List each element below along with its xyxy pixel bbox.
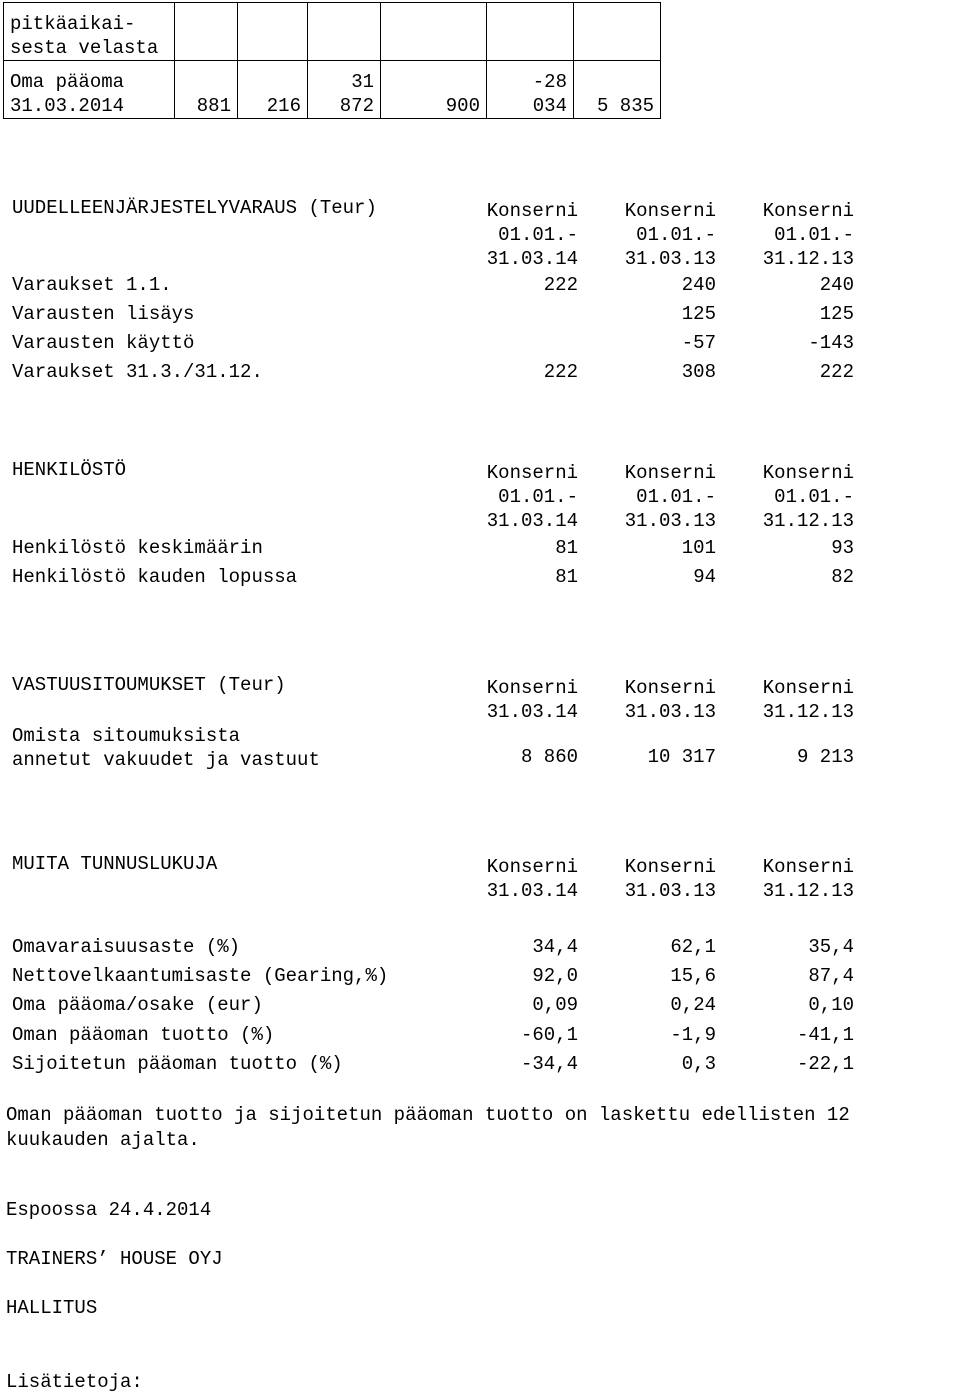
row-label-equity: Oma pääoma 31.03.2014 <box>4 61 175 119</box>
footnote: Oman pääoman tuotto ja sijoitetun pääoman tuotto on laskettu edellisten 12 kuukauden ajalta. <box>6 1104 850 1151</box>
cell-value: 94 <box>693 566 716 588</box>
cell-value: 62,1 <box>670 936 716 958</box>
cell-value: 0,24 <box>670 994 716 1016</box>
row-label: Varaukset 1.1. <box>12 274 172 296</box>
company-name: TRAINERS’ HOUSE OYJ <box>6 1248 223 1270</box>
cell-value: 222 <box>819 361 854 383</box>
cell-value: 34,4 <box>532 936 578 958</box>
more-info-label: Lisätietoja: <box>6 1371 143 1393</box>
equity-value: -28 034 <box>487 61 574 119</box>
cell-value: 81 <box>555 537 578 559</box>
cell-value: 93 <box>831 537 854 559</box>
cell-value: 101 <box>681 537 716 559</box>
cell-value: -41,1 <box>796 1024 854 1046</box>
equity-value: 881 <box>175 61 238 119</box>
cell-value: 35,4 <box>808 936 854 958</box>
row-label: Henkilöstö keskimäärin <box>12 537 263 559</box>
cell-value: 125 <box>681 303 716 325</box>
cell-value: 0,09 <box>532 994 578 1016</box>
row-label: Oman pääoman tuotto (%) <box>12 1024 275 1046</box>
column-head: Konserni 01.01.- 31.12.13 <box>762 200 854 270</box>
cell-value: -1,9 <box>670 1024 716 1046</box>
place-date: Espoossa 24.4.2014 <box>6 1199 212 1221</box>
cell-value: 15,6 <box>670 965 716 987</box>
equity-value: 900 <box>381 61 487 119</box>
cell-value: 0,10 <box>808 994 854 1016</box>
equity-value: 31 872 <box>308 61 381 119</box>
row-label: Oma pääoma/osake (eur) <box>12 994 263 1016</box>
row-label: Nettovelkaantumisaste (Gearing,%) <box>12 965 389 987</box>
cell-value: -22,1 <box>796 1053 854 1075</box>
column-head: Konserni 01.01.- 31.03.14 <box>486 200 578 270</box>
row-label: Varausten lisäys <box>12 303 195 325</box>
cell-value: 10 317 <box>647 746 716 768</box>
cell-value: 0,3 <box>681 1053 716 1075</box>
row-label: Sijoitetun pääoman tuotto (%) <box>12 1053 343 1075</box>
section-title: HENKILÖSTÖ <box>12 459 127 481</box>
column-head: Konserni 01.01.- 31.12.13 <box>762 462 854 532</box>
cell-value: 81 <box>555 566 578 588</box>
cell-value: -57 <box>681 332 716 354</box>
cell-value: -60,1 <box>520 1024 578 1046</box>
cell-value: 8 860 <box>520 746 578 768</box>
column-head: Konserni 31.12.13 <box>762 677 854 723</box>
column-head: Konserni 01.01.- 31.03.13 <box>624 462 716 532</box>
column-head: Konserni 31.03.13 <box>624 677 716 723</box>
column-head: Konserni 31.12.13 <box>762 856 854 902</box>
cell-value: 82 <box>831 566 854 588</box>
cell-value: 222 <box>543 274 578 296</box>
equity-table <box>3 2 661 119</box>
board-signature: HALLITUS <box>6 1297 98 1319</box>
row-label: Varausten käyttö <box>12 332 195 354</box>
cell-value: 222 <box>543 361 578 383</box>
cell-value: 308 <box>681 361 716 383</box>
section-title: MUITA TUNNUSLUKUJA <box>12 853 218 875</box>
cell-value: 92,0 <box>532 965 578 987</box>
column-head: Konserni 01.01.- 31.03.14 <box>486 462 578 532</box>
column-head: Konserni 31.03.13 <box>624 856 716 902</box>
cell-value: 240 <box>819 274 854 296</box>
cell-value: -143 <box>808 332 854 354</box>
equity-value: 216 <box>238 61 308 119</box>
cell-value: 87,4 <box>808 965 854 987</box>
cell-value: 125 <box>819 303 854 325</box>
row-label: Omavaraisuusaste (%) <box>12 936 241 958</box>
row-label-long-term-debt: pitkäaikai- sesta velasta <box>4 3 175 61</box>
cell-value: 9 213 <box>796 746 854 768</box>
cell-value: 240 <box>681 274 716 296</box>
section-title: UUDELLEENJÄRJESTELYVARAUS (Teur) <box>12 197 377 219</box>
cell-value: -34,4 <box>520 1053 578 1075</box>
section-title: VASTUUSITOUMUKSET (Teur) <box>12 674 286 696</box>
column-head: Konserni 01.01.- 31.03.13 <box>624 200 716 270</box>
column-head: Konserni 31.03.14 <box>486 677 578 723</box>
column-head: Konserni 31.03.14 <box>486 856 578 902</box>
row-label: Omista sitoumuksista annetut vakuudet ja vastuut <box>12 725 320 771</box>
row-label: Henkilöstö kauden lopussa <box>12 566 298 588</box>
row-label: Varaukset 31.3./31.12. <box>12 361 263 383</box>
equity-value: 5 835 <box>574 61 661 119</box>
